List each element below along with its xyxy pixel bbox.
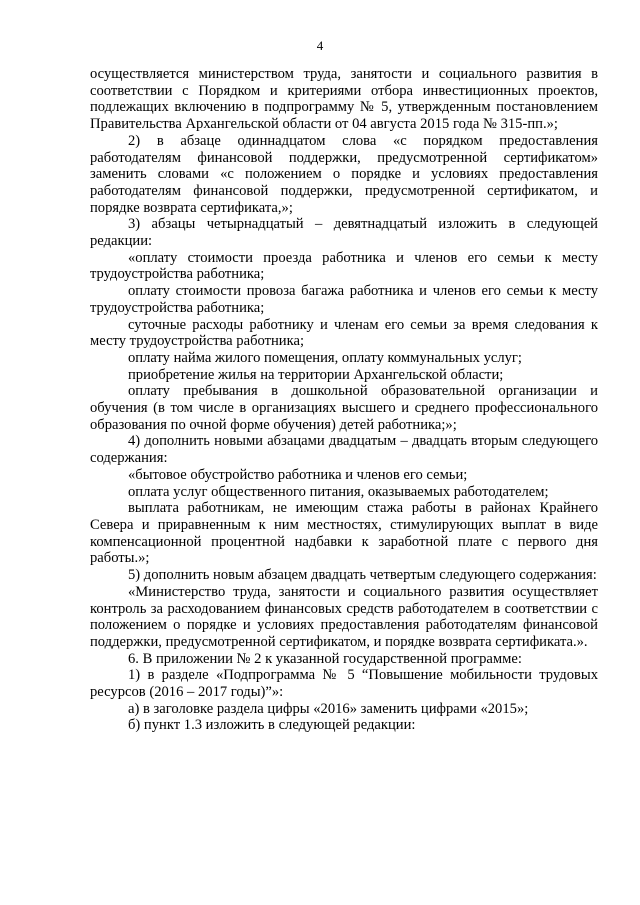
paragraph: оплату найма жилого помещения, оплату коммунальных услуг; [128,349,522,366]
paragraph: осуществляется министерством труда, занятости и социального развития в соответствии с Порядком и критериями отбора инвестиционных проектов, подлежащих включению в подпрограмму № 5, утвержденным постановлением Правительства Архангельской области от 04 августа 2015 года № 315-пп.»; [90,66,598,133]
paragraph: суточные расходы работнику и членам его семьи за время следования к месту трудоустройства работника; [90,316,598,350]
paragraph: «Министерство труда, занятости и социального развития осуществляет контроль за расходованием финансовых средств работодателем в соответствии с положением о порядке и условиях предоставления работодателям финансовой поддержки, предусмотренной сертификатом, и порядке возврата сертификата.». [90,583,598,650]
paragraph: 2) в абзаце одиннадцатом слова «с порядком предоставления работодателям финансовой поддержки, предусмотренной сертификатом» заменить словами «с положением о порядке и условиях предоставления работодателям финансовой поддержки, предусмотренной сертификатом, и порядке возврата сертификата,»; [90,132,598,216]
paragraph: оплата услуг общественного питания, оказываемых работодателем; [128,483,549,500]
paragraph: 5) дополнить новым абзацем двадцать четвертым следующего содержания: [128,567,597,584]
page-number: 4 [316,38,324,53]
paragraph: 1) в разделе «Подпрограмма № 5 “Повышение мобильности трудовых ресурсов (2016 – 2017 годы)”»: [90,667,598,701]
paragraph: «оплату стоимости проезда работника и членов его семьи к месту трудоустройства работника; [90,249,598,283]
paragraph: оплату стоимости провоза багажа работника и членов его семьи к месту трудоустройства работника; [90,283,598,316]
document-body [90,66,598,734]
paragraph: выплата работникам, не имеющим стажа работы в районах Крайнего Севера и приравненным к ним местностях, стимулирующих выплат в виде компенсационной процентной надбавки к заработной плате с первого дня работы.»; [90,500,598,567]
paragraph: 3) абзацы четырнадцатый – девятнадцатый изложить в следующей редакции: [90,216,598,250]
paragraph: 4) дополнить новыми абзацами двадцатым – двадцать вторым следующего содержания: [90,433,598,467]
paragraph: б) пункт 1.3 изложить в следующей редакции: [128,717,416,734]
paragraph: 6. В приложении № 2 к указанной государственной программе: [128,650,522,667]
paragraph: оплату пребывания в дошкольной образовательной организации и обучения (в том числе в организациях высшего и среднего профессионального образования по очной форме обучения) детей работника;»; [90,383,598,433]
paragraph: приобретение жилья на территории Архангельской области; [128,366,504,383]
paragraph: а) в заголовке раздела цифры «2016» заменить цифрами «2015»; [128,700,529,717]
paragraph: «бытовое обустройство работника и членов его семьи; [128,466,468,483]
